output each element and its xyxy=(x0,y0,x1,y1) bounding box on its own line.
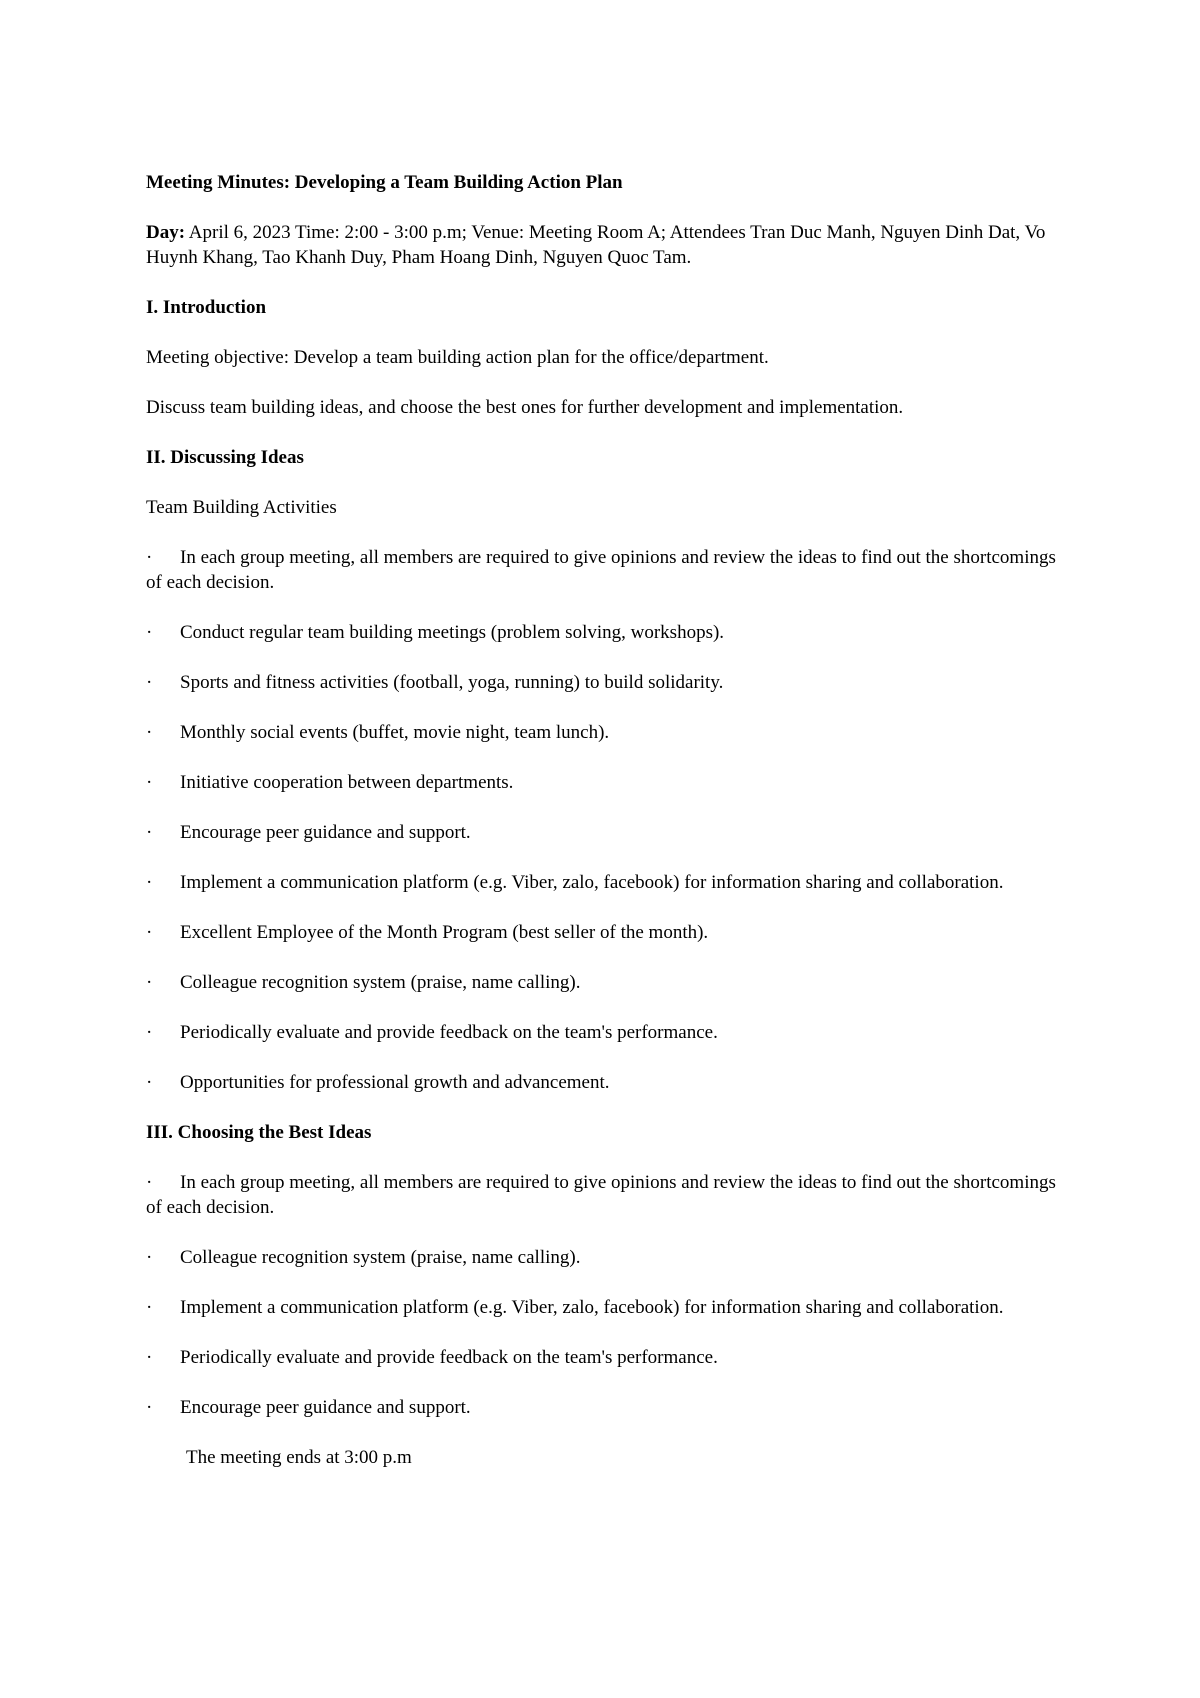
list-item-text: In each group meeting, all members are required to give opinions and review the ideas to find out the shortcomings of each decision. xyxy=(146,547,1056,593)
section-heading-introduction: I. Introduction xyxy=(146,297,267,318)
list-item xyxy=(146,770,1066,795)
bullet-icon: · xyxy=(146,1297,153,1318)
list-item-text: Conduct regular team building meetings (problem solving, workshops). xyxy=(180,622,725,643)
list-item-text: In each group meeting, all members are required to give opinions and review the ideas to find out the shortcomings of each decision. xyxy=(146,1172,1056,1218)
list-item xyxy=(146,545,1066,595)
list-item-text: Periodically evaluate and provide feedback on the team's performance. xyxy=(180,1347,718,1368)
list-item-text: Initiative cooperation between departments. xyxy=(180,772,514,793)
list-item-text: Implement a communication platform (e.g. Viber, zalo, facebook) for information sharing and collaboration. xyxy=(180,1297,1004,1318)
list-item-text: Opportunities for professional growth and advancement. xyxy=(180,1072,610,1093)
list-item xyxy=(146,1020,1066,1045)
list-item-text: Colleague recognition system (praise, name calling). xyxy=(180,1247,581,1268)
bullet-icon: · xyxy=(146,772,153,793)
bullet-icon: · xyxy=(146,972,153,993)
list-item-text: Implement a communication platform (e.g. Viber, zalo, facebook) for information sharing and collaboration. xyxy=(180,872,1004,893)
list-item xyxy=(146,1395,1066,1420)
list-item xyxy=(146,870,1066,895)
list-item-text: Excellent Employee of the Month Program (best seller of the month). xyxy=(180,922,709,943)
list-item xyxy=(146,1070,1066,1095)
document-title: Meeting Minutes: Developing a Team Building Action Plan xyxy=(146,172,623,193)
list-item xyxy=(146,670,1066,695)
section-heading-discussing-ideas: II. Discussing Ideas xyxy=(146,447,304,468)
list-item-text: Colleague recognition system (praise, name calling). xyxy=(180,972,581,993)
bullet-icon: · xyxy=(146,1247,153,1268)
subheading-team-building-activities: Team Building Activities xyxy=(146,497,337,518)
bullet-icon: · xyxy=(146,1022,153,1043)
bullet-icon: · xyxy=(146,922,153,943)
list-item xyxy=(146,720,1066,745)
list-item xyxy=(146,1295,1066,1320)
list-item xyxy=(146,620,1066,645)
bullet-icon: · xyxy=(146,1072,153,1093)
list-item xyxy=(146,970,1066,995)
bullet-icon: · xyxy=(146,822,153,843)
bullet-icon: · xyxy=(146,722,153,743)
list-item xyxy=(146,1345,1066,1370)
day-label: Day: xyxy=(146,222,186,243)
bullet-icon: · xyxy=(146,1347,153,1368)
list-item xyxy=(146,920,1066,945)
bullet-icon: · xyxy=(146,872,153,893)
list-item xyxy=(146,820,1066,845)
bullet-icon: · xyxy=(146,1397,153,1418)
bullet-icon: · xyxy=(146,622,153,643)
list-item xyxy=(146,1245,1066,1270)
ideas-list xyxy=(146,545,1066,1095)
document-page xyxy=(146,170,1066,1495)
meeting-details-text: April 6, 2023 Time: 2:00 - 3:00 p.m; Venue: Meeting Room A; Attendees Tran Duc Manh, Nguyen Dinh Dat, Vo Huynh Khang, Tao Khanh Duy, Pham Hoang Dinh, Nguyen Quoc Tam. xyxy=(146,222,1046,268)
list-item-text: Encourage peer guidance and support. xyxy=(180,1397,471,1418)
bullet-icon: · xyxy=(146,1172,153,1193)
list-item-text: Periodically evaluate and provide feedback on the team's performance. xyxy=(180,1022,718,1043)
bullet-icon: · xyxy=(146,672,153,693)
best-ideas-list xyxy=(146,1170,1066,1420)
list-item-text: Monthly social events (buffet, movie night, team lunch). xyxy=(180,722,610,743)
list-item-text: Encourage peer guidance and support. xyxy=(180,822,471,843)
discuss-paragraph: Discuss team building ideas, and choose the best ones for further development and implementation. xyxy=(146,397,904,418)
list-item-text: Sports and fitness activities (football, yoga, running) to build solidarity. xyxy=(180,672,724,693)
meeting-details xyxy=(146,220,1066,270)
bullet-icon: · xyxy=(146,547,153,568)
list-item xyxy=(146,1170,1066,1220)
meeting-end-note: The meeting ends at 3:00 p.m xyxy=(186,1447,412,1468)
meeting-objective: Meeting objective: Develop a team building action plan for the office/department. xyxy=(146,347,769,368)
section-heading-choosing-best-ideas: III. Choosing the Best Ideas xyxy=(146,1122,372,1143)
